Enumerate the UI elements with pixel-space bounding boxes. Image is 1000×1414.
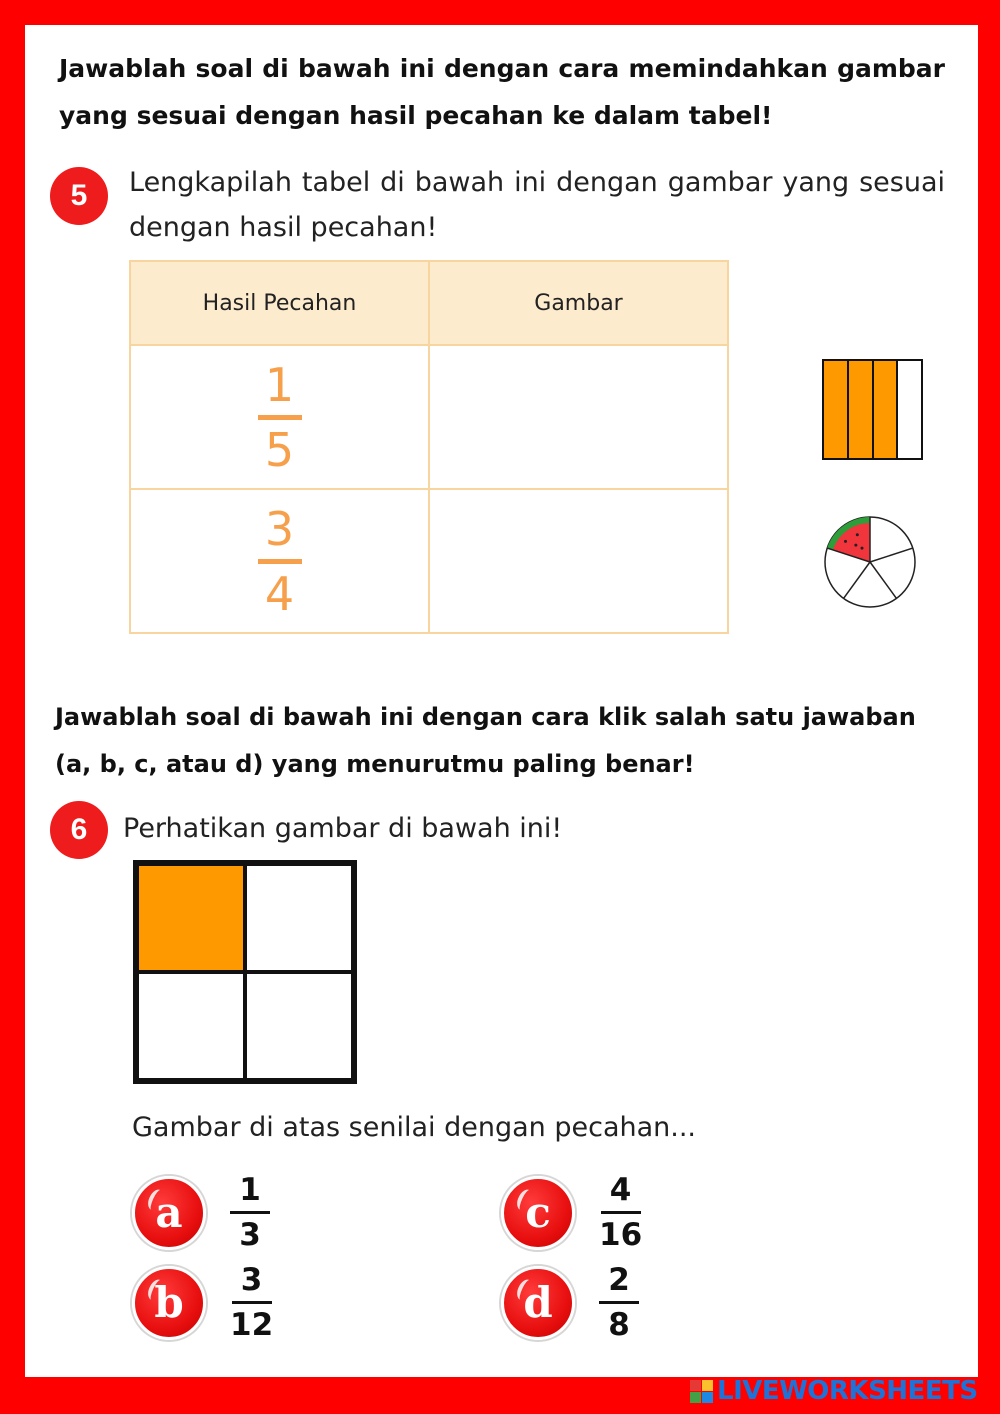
option-b[interactable]	[132, 1262, 273, 1343]
denominator: 3	[239, 1217, 261, 1253]
draggable-bar-three-quarters[interactable]	[822, 359, 923, 460]
numerator: 3	[240, 1262, 263, 1298]
grid-cell	[245, 972, 353, 1080]
watermelon-seed	[861, 547, 864, 550]
fraction-one-fifth	[258, 359, 302, 476]
click-instruction: Jawablah soal di bawah ini dengan cara klik salah satu jawaban (a, b, c, atau d) yang menurutmu paling benar!	[55, 703, 916, 778]
fraction-bar	[258, 415, 302, 420]
option-c[interactable]	[501, 1172, 642, 1253]
option-d-fraction	[599, 1262, 639, 1343]
numerator: 4	[609, 1172, 632, 1208]
question-6-badge: 6	[50, 801, 108, 859]
grid-cell-shaded	[137, 864, 245, 972]
fraction-bar	[232, 1301, 272, 1304]
option-a-button[interactable]: a	[132, 1176, 206, 1250]
watermelon-seed	[854, 544, 857, 547]
question-5-text: Lengkapilah tabel di bawah ini dengan gambar yang sesuai dengan hasil pecahan!	[129, 167, 945, 243]
draggable-pie-watermelon[interactable]	[822, 514, 918, 610]
liveworksheets-logo	[690, 1376, 978, 1406]
denominator: 12	[230, 1307, 274, 1343]
watermelon-seed	[856, 533, 859, 536]
watermelon-seed	[844, 540, 847, 543]
question-5-badge: 5	[50, 167, 108, 225]
fraction-bar	[258, 559, 302, 564]
question-6-prompt: Gambar di atas senilai dengan pecahan...	[132, 1112, 697, 1143]
numerator: 3	[264, 501, 295, 556]
liveworksheets-logo-text: LIVEWORKSHEETS	[717, 1376, 978, 1406]
fraction-grid	[133, 860, 357, 1084]
drop-zone-one-fifth[interactable]	[429, 345, 728, 489]
bar-part	[898, 361, 921, 458]
denominator: 16	[599, 1217, 643, 1253]
fraction-cell	[130, 489, 429, 633]
bar-part-shaded	[849, 361, 874, 458]
option-c-fraction	[599, 1172, 642, 1253]
drag-instruction: Jawablah soal di bawah ini dengan cara memindahkan gambar yang sesuai dengan hasil pecahan ke dalam tabel!	[59, 54, 945, 130]
denominator: 5	[264, 422, 295, 477]
grid-cell	[245, 864, 353, 972]
option-a[interactable]	[132, 1172, 270, 1253]
grid-cell	[137, 972, 245, 1080]
numerator: 1	[239, 1172, 261, 1208]
worksheet-page	[25, 25, 978, 1377]
denominator: 4	[264, 566, 295, 621]
fraction-three-quarters	[258, 503, 302, 620]
option-b-fraction	[230, 1262, 273, 1343]
numerator: 2	[608, 1262, 630, 1298]
numerator: 1	[264, 357, 295, 412]
fraction-bar	[230, 1211, 270, 1214]
denominator: 8	[608, 1307, 630, 1343]
fraction-bar	[601, 1211, 641, 1214]
bar-part-shaded	[874, 361, 899, 458]
table-row	[130, 345, 728, 489]
table-header-picture: Gambar	[429, 261, 728, 345]
liveworksheets-logo-icon	[690, 1380, 713, 1403]
option-c-button[interactable]: c	[501, 1176, 575, 1250]
option-d-button[interactable]: d	[501, 1266, 575, 1340]
bar-part-shaded	[824, 361, 849, 458]
option-d[interactable]	[501, 1262, 639, 1343]
table-row	[130, 489, 728, 633]
fraction-table	[129, 260, 729, 634]
question-6-text: Perhatikan gambar di bawah ini!	[123, 813, 563, 844]
option-b-button[interactable]: b	[132, 1266, 206, 1340]
table-header-fraction: Hasil Pecahan	[130, 261, 429, 345]
option-a-fraction	[230, 1172, 270, 1253]
fraction-bar	[599, 1301, 639, 1304]
drop-zone-three-quarters[interactable]	[429, 489, 728, 633]
fraction-cell	[130, 345, 429, 489]
